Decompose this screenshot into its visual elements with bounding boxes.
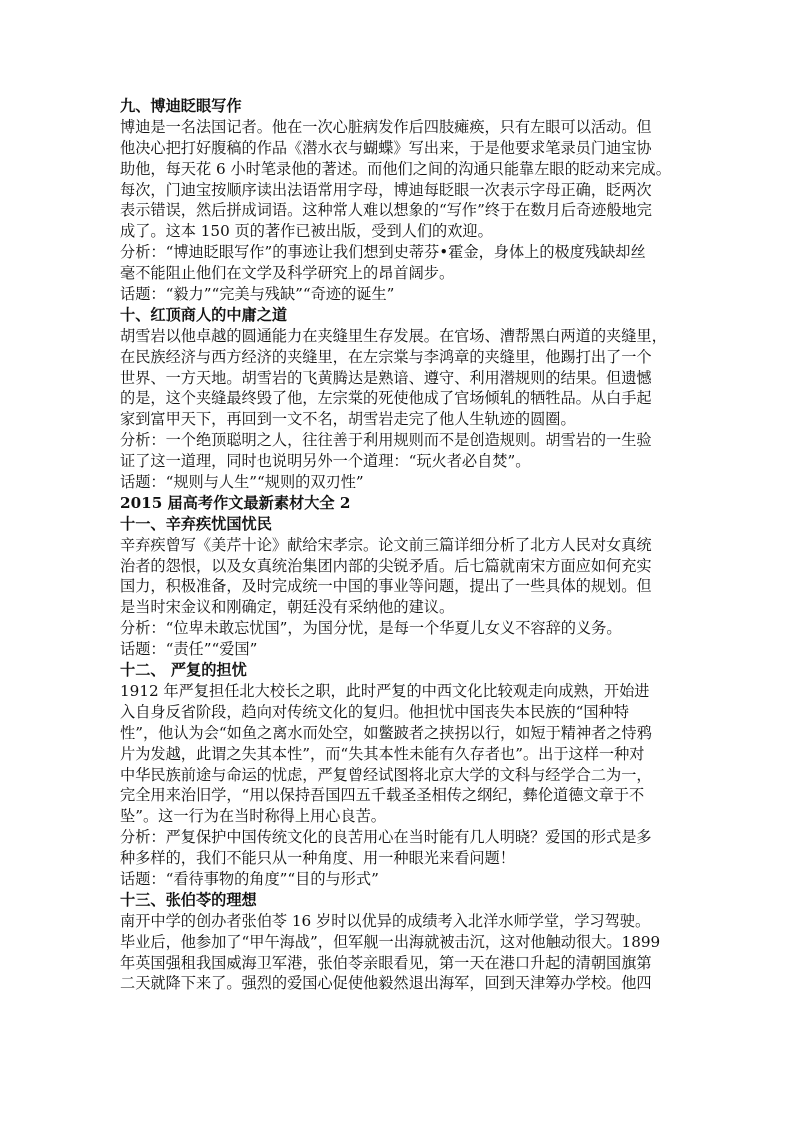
text-line: 胡雪岩以他卓越的圆通能力在夹缝里生存发展。在官场、漕帮黑白两道的夹缝里， bbox=[120, 326, 667, 345]
text-line: 片为发越，此谓之失其本性”，而“失其本性未能有久存者也”。出于这样一种对 bbox=[120, 744, 645, 763]
text-line: 在民族经济与西方经济的夹缝里，在左宗棠与李鸿章的夹缝里，他踢打出了一个 bbox=[120, 347, 652, 366]
text-line: 1912 年严复担任北大校长之职，此时严复的中西文化比较观走向成熟，开始进 bbox=[120, 681, 650, 700]
text-line: 中华民族前途与命运的忧虑，严复曾经试图将北京大学的文科与经学合二为一， bbox=[120, 765, 652, 784]
section-heading: 十、红顶商人的中庸之道 bbox=[120, 305, 288, 324]
text-line: 成了。这本 150 页的著作已被出版，受到人们的欢迎。 bbox=[120, 222, 493, 241]
section-heading: 十三、张伯苓的理想 bbox=[120, 890, 257, 909]
section-heading: 十一、辛弃疾忧国忧民 bbox=[120, 514, 272, 533]
text-line: 每次，门迪宝按顺序读出法语常用字母，博迪每眨眼一次表示字母正确，眨两次 bbox=[120, 180, 652, 199]
text-line: 话题：“规则与人生”“规则的双刃性” bbox=[120, 473, 364, 492]
text-line: 家到富甲天下，再回到一文不名，胡雪岩走完了他人生轨迹的圆圈。 bbox=[120, 410, 576, 429]
text-line: 助他，每天花 6 小时笔录他的著述。而他们之间的沟通只能靠左眼的眨动来完成。 bbox=[120, 159, 671, 178]
text-line: 他决心把打好腹稿的作品《潜水衣与蝴蝶》写出来，于是他要求笔录员门迪宝协 bbox=[120, 138, 652, 157]
text-line: 表示错误，然后拼成词语。这种常人难以想象的“写作”终于在数月后奇迹般地完 bbox=[120, 201, 652, 220]
text-line: 世界、一方天地。胡雪岩的飞黄腾达是熟谙、遵守、利用潜规则的结果。但遗憾 bbox=[120, 368, 652, 387]
text-line: 辛弃疾曾写《美芹十论》献给宋孝宗。论文前三篇详细分析了北方人民对女真统 bbox=[120, 535, 652, 554]
text-line: 话题：“看待事物的角度”“目的与形式” bbox=[120, 869, 379, 888]
text-line: 证了这一道理，同时也说明另外一个道理：“玩火者必自焚”。 bbox=[120, 452, 531, 471]
text-line: 坠”。这一行为在当时称得上用心良苦。 bbox=[120, 807, 386, 826]
text-line: 完全用来治旧学，“用以保持吾国四五千载圣圣相传之纲纪，彝伦道德文章于不 bbox=[120, 786, 645, 805]
text-line: 年英国强租我国威海卫军港，张伯苓亲眼看见，第一天在港口升起的清朝国旗第 bbox=[120, 953, 652, 972]
text-line: 毕业后，他参加了“甲午海战”，但军舰一出海就被击沉，这对他触动很大。1899 bbox=[120, 932, 661, 951]
text-line: 入自身反省阶段，趋向对传统文化的复归。他担忧中国丧失本民族的“国种特 bbox=[120, 702, 629, 721]
text-line: 毫不能阻止他们在文学及科学研究上的昂首阔步。 bbox=[120, 264, 455, 283]
text-line: 博迪是一名法国记者。他在一次心脏病发作后四肢瘫痪，只有左眼可以活动。但 bbox=[120, 117, 652, 136]
text-line: 分析：严复保护中国传统文化的良苦用心在当时能有几人明晓？爱国的形式是多 bbox=[120, 828, 652, 847]
text-line: 治者的怨恨，以及女真统治集团内部的尖锐矛盾。后七篇就南宋方面应如何充实 bbox=[120, 556, 652, 575]
text-line: 分析：一个绝顶聪明之人，往往善于利用规则而不是创造规则。胡雪岩的一生验 bbox=[120, 431, 652, 450]
text-line: 性”，他认为会“如鱼之离水而处空，如鳖跛者之挟拐以行，如短于精神者之恃鸦 bbox=[120, 723, 652, 742]
text-line: 的是，这个夹缝最终毁了他，左宗棠的死使他成了官场倾轧的牺牲品。从白手起 bbox=[120, 389, 652, 408]
text-line: 话题：“毅力”“完美与残缺”“奇迹的诞生” bbox=[120, 285, 395, 304]
text-line: 南开中学的创办者张伯苓 16 岁时以优异的成绩考入北洋水师学堂，学习驾驶。 bbox=[120, 911, 651, 930]
text-line: 是当时宋金议和刚确定，朝廷没有采纳他的建议。 bbox=[120, 598, 455, 617]
text-line: 国力，积极准备，及时完成统一中国的事业等问题，提出了一些具体的规划。但 bbox=[120, 577, 652, 596]
text-line: 二天就降下来了。强烈的爱国心促使他毅然退出海军，回到天津筹办学校。他四 bbox=[120, 974, 652, 993]
text-line: 分析：“博迪眨眼写作”的事迹让我们想到史蒂芬•霍金，身体上的极度残缺却丝 bbox=[120, 243, 646, 262]
section-heading: 九、博迪眨眼写作 bbox=[120, 97, 242, 115]
text-line: 分析：“位卑未敢忘忧国”，为国分忧，是每一个华夏儿女义不容辞的义务。 bbox=[120, 619, 622, 638]
section-heading: 十二、 严复的担忧 bbox=[120, 661, 247, 680]
text-line: 种多样的，我们不能只从一种角度、用一种眼光来看问题！ bbox=[120, 849, 515, 868]
text-line: 话题：“责任”“爱国” bbox=[120, 640, 258, 659]
document-page bbox=[120, 96, 680, 994]
section-heading: 2015 届高考作文最新素材大全 2 bbox=[120, 493, 351, 512]
